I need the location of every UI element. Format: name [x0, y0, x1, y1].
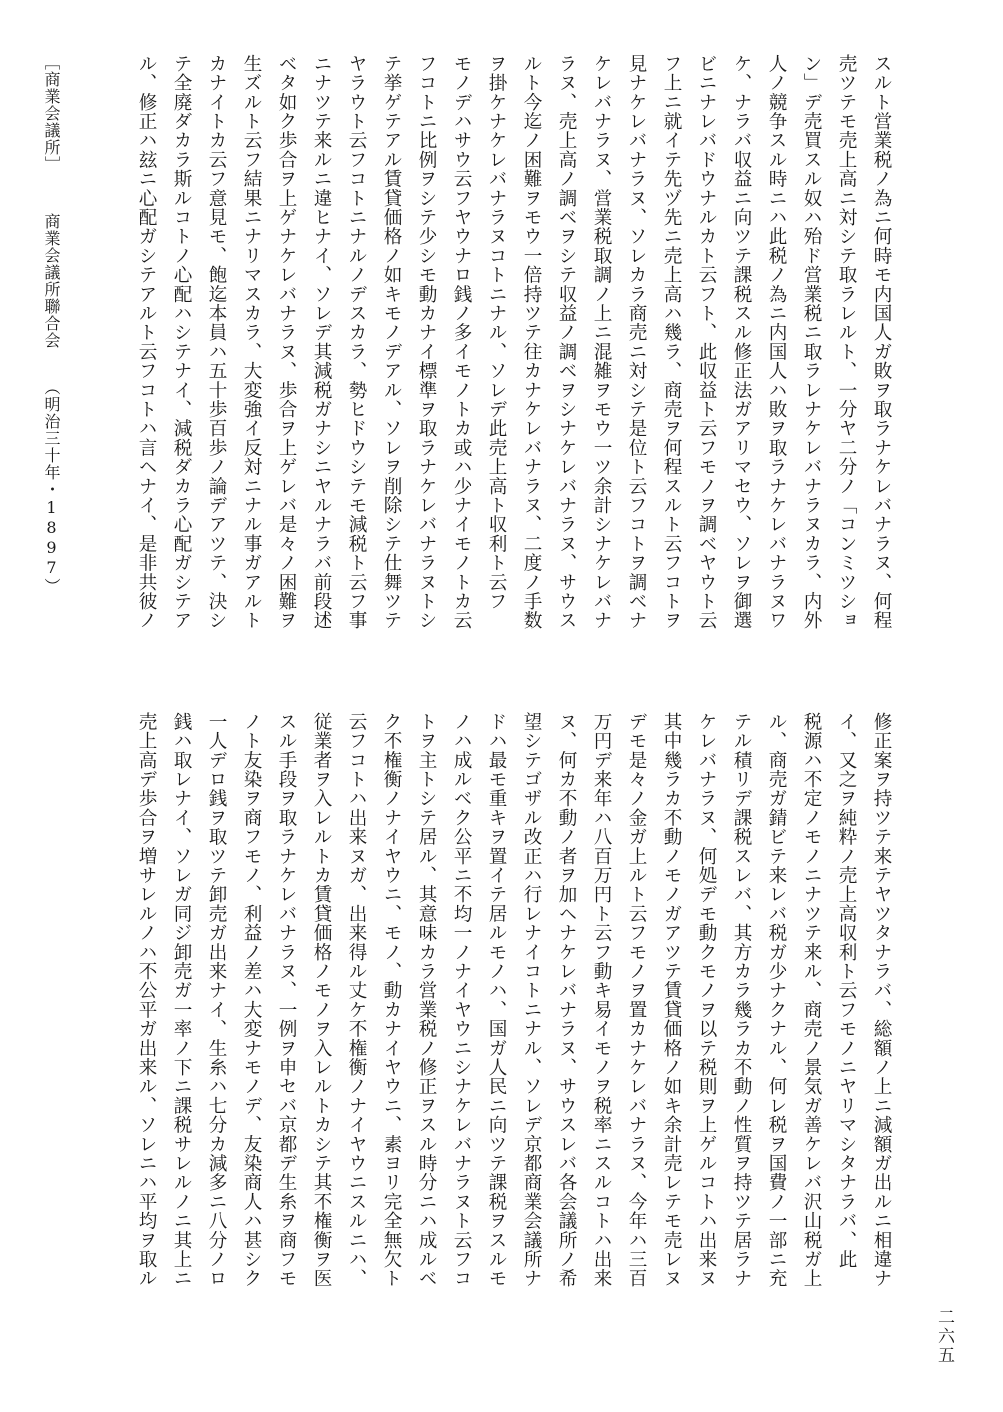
text-column: 修正案ヲ持ツテ来テヤツタナラバ、総額ノ上ニ減額ガ出ルニ相違ナ — [871, 712, 892, 1288]
text-column: 一人デロ銭ヲ取ツテ卸売ガ出来ナイ、生糸ハ七分カ減多ニ八分ノロ — [206, 712, 227, 1288]
text-column: ヤラウト云フコトニナルノデスカラ、勢ヒドウシテモ減税ト云フ事 — [346, 54, 367, 630]
text-column: ノト友染ヲ商フモノ、利益ノ差ハ大変ナモノデ、友染商人ハ甚シク — [241, 712, 262, 1288]
text-column: テル積リデ課税スレバ、其方カラ幾ラカ不動ノ性質ヲ持ツテ居ラナ — [731, 712, 752, 1288]
lower-text-block — [119, 712, 899, 1312]
text-column: 人ノ競争スル時ニハ此税ノ為ニ内国人ハ敗ヲ取ラナケレバナラヌワ — [766, 54, 787, 630]
text-column: フ上ニ就イテ先ヅ先ニ売上高ハ幾ラ、商売ヲ何程スルト云フコトヲ — [661, 54, 682, 630]
text-column: 云フコトハ出来ヌガ、出来得ル丈ケ不権衡ノナイヤウニスルニハ、 — [346, 712, 367, 1288]
text-column: 生ズルト云フ結果ニナリマスカラ、大変強イ反対ニナル事ガアルト — [241, 54, 262, 630]
text-column: デモ是々ノ金ガ上ルト云フモノヲ置カナケレバナラヌ、今年ハ三百 — [626, 712, 647, 1288]
text-column: トヲ主トシテ居ル、其意味カラ営業税ノ修正ヲスル時分ニハ成ルベ — [416, 712, 437, 1288]
text-column: フコトニ比例ヲシテ少シモ動カナイ標準ヲ取ラナケレバナラヌトシ — [416, 54, 437, 630]
text-column: ヲ掛ケナケレバナラヌコトニナル、ソレデ此売上高ト収利ト云フ — [486, 54, 507, 611]
text-column: ニナツテ来ルニ違ヒナイ、ソレデ其減税ガナシニヤルナラバ前段述 — [311, 54, 332, 630]
text-column: ビニナレバドウナルカト云フト、此収益ト云フモノヲ調ベヤウト云 — [696, 54, 717, 630]
text-column: 従業者ヲ入レルトカ賃貸価格ノモノヲ入レルトカシテ其不権衡ヲ医 — [311, 712, 332, 1288]
upper-text-block — [119, 54, 899, 654]
text-column: 望シテゴザル改正ハ行レナイコトニナル、ソレデ京都商業会議所ナ — [521, 712, 542, 1288]
running-head-label: ［商業会議所］ — [42, 54, 61, 173]
text-column: ル、修正ハ玆ニ心配ガシテアルト云フコトハ言ヘナイ、是非共彼ノ — [136, 54, 157, 630]
text-column: ドハ最モ重キヲ置イテ居ルモノハ、国ガ人民ニ向ツテ課税ヲスルモ — [486, 712, 507, 1288]
text-column: ケ、ナラバ収益ニ向ツテ課税スル修正法ガアリマセウ、ソレヲ御選 — [731, 54, 752, 630]
text-column: 万円デ来年ハ八百万円ト云フ動キ易イモノヲ税率ニスルコトハ出来 — [591, 712, 612, 1288]
text-column: カナイトカ云フ意見モ、飽迄本員ハ五十歩百歩ノ論デアツテ、決シ — [206, 54, 227, 630]
text-column: ヌ、何カ不動ノ者ヲ加ヘナケレバナラヌ、サウスレバ各会議所ノ希 — [556, 712, 577, 1288]
text-column: スルト営業税ノ為ニ何時モ内国人ガ敗ヲ取ラナケレバナラヌ、何程 — [871, 54, 892, 630]
text-column: 見ナケレバナラヌ、ソレカラ商売ニ対シテ是位ト云フコトヲ調ベナ — [626, 54, 647, 630]
running-head — [40, 54, 63, 654]
text-column: テ全廃ダカラ斯ルコトノ心配ハシテナイ、減税ダカラ心配ガシテア — [171, 54, 192, 630]
page-number: 二六五 — [934, 1308, 954, 1365]
text-column: テ挙ゲテアル賃貸価格ノ如キモノデアル、ソレヲ削除シテ仕舞ツテ — [381, 54, 402, 630]
running-head-source: 商業会議所聯合会 — [42, 213, 61, 349]
text-column: 売上高デ歩合ヲ増サレルノハ不公平ガ出来ル、ソレニハ平均ヲ取ル — [136, 712, 157, 1288]
text-column: 其中幾ラカ不動ノモノガアツテ賃貸価格ノ如キ余計売レテモ売レヌ — [661, 712, 682, 1288]
text-column: ケレバナラヌ、何処デモ動クモノヲ以テ税則ヲ上ゲルコトハ出来ヌ — [696, 712, 717, 1288]
text-column: 税源ハ不定ノモノニナツテ来ル、商売ノ景気ガ善ケレバ沢山税ガ上 — [801, 712, 822, 1288]
text-column: 売ツテモ売上高ニ対シテ取ラレルト、一分ヤ二分ノ「コンミツショ — [836, 54, 857, 630]
text-column: ケレバナラヌ、営業税取調ノ上ニ混雑ヲモウ一ツ余計シナケレバナ — [591, 54, 612, 630]
text-column: ノハ成ルベク公平ニ不均一ノナイヤウニシナケレバナラヌト云フコ — [451, 712, 472, 1288]
text-column: イ、又之ヲ純粋ノ売上高収利ト云フモノニヤリマシタナラバ、此 — [836, 712, 857, 1269]
text-column: 銭ハ取レナイ、ソレガ同ジ卸売ガ一率ノ下ニ課税サレルノニ其上ニ — [171, 712, 192, 1288]
running-head-date: （明治三十年・1897） — [42, 379, 61, 595]
text-column: スル手段ヲ取ラナケレバナラヌ、一例ヲ申セバ京都デ生糸ヲ商フモ — [276, 712, 297, 1288]
text-column: ン」デ売買スル奴ハ殆ド営業税ニ取ラレナケレバナラヌカラ、内外 — [801, 54, 822, 630]
text-column: ラヌ、売上高ノ調ベヲシテ収益ノ調ベヲシナケレバナラヌ、サウス — [556, 54, 577, 630]
text-column: ルト今迄ノ困難ヲモウ一倍持ツテ往カナケレバナラヌ、二度ノ手数 — [521, 54, 542, 630]
text-column: ル、商売ガ錆ビテ来レバ税ガ少ナクナル、何レ税ヲ国費ノ一部ニ充 — [766, 712, 787, 1288]
text-column: ベタ如ク歩合ヲ上ゲナケレバナラヌ、歩合ヲ上ゲレバ是々ノ困難ヲ — [276, 54, 297, 630]
text-column: モノデハサウ云フヤウナロ銭ノ多イモノトカ或ハ少ナイモノトカ云 — [451, 54, 472, 630]
text-column: ク不権衡ノナイヤウニ、モノ、動カナイヤウニ、素ヨリ完全無欠ト — [381, 712, 402, 1288]
